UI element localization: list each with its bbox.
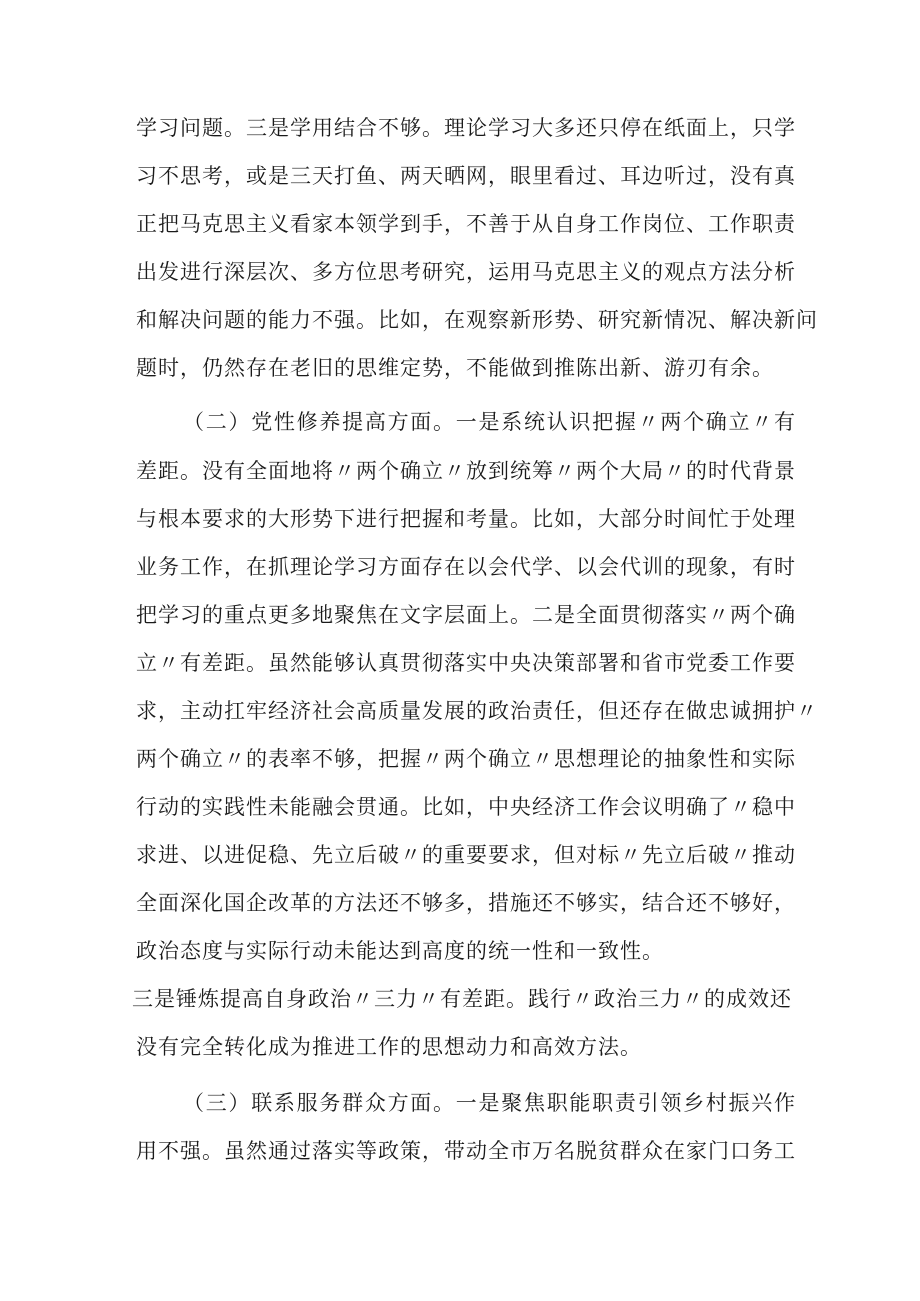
text-line-22: 用不强。虽然通过落实等政策，带动全市万名脱贫群众在家门口务工 <box>136 1139 796 1163</box>
text-line-5: 和解决问题的能力不强。比如，在观察新形势、研究新情况、解决新问 <box>136 308 818 332</box>
section-2-heading-line: （二）党性修养提高方面。一是系统认识把握〃两个确立〃有 <box>183 410 796 434</box>
section-3-heading-line: （三）联系服务群众方面。一是聚焦职能职责引领乡村振兴作 <box>183 1091 796 1115</box>
text-line-10: 业务工作，在抓理论学习方面存在以会代学、以会代训的现象，有时 <box>136 555 796 579</box>
text-line-14: 两个确立〃的表率不够，把握〃两个确立〃思想理论的抽象性和实际 <box>136 747 796 771</box>
text-line-19: 三是锤炼提高自身政治〃三力〃有差距。践行〃政治三力〃的成效还 <box>132 987 792 1011</box>
text-line-15: 行动的实践性未能融会贯通。比如，中央经济工作会议明确了〃稳中 <box>136 795 796 819</box>
text-line-8: 差距。没有全面地将〃两个确立〃放到统筹〃两个大局〃的时代背景 <box>136 459 796 483</box>
text-line-11: 把学习的重点更多地聚焦在文字层面上。二是全面贯彻落实〃两个确 <box>136 603 796 627</box>
text-line-17: 全面深化国企改革的方法还不够多，措施还不够实，结合还不够好， <box>136 891 796 915</box>
text-line-1: 学习问题。三是学用结合不够。理论学习大多还只停在纸面上，只学 <box>136 116 796 140</box>
text-line-20: 没有完全转化成为推进工作的思想动力和高效方法。 <box>136 1035 642 1059</box>
text-line-9: 与根本要求的大形势下进行把握和考量。比如，大部分时间忙于处理 <box>136 507 796 531</box>
text-line-2: 习不思考，或是三天打鱼、两天晒网，眼里看过、耳边听过，没有真 <box>136 164 796 188</box>
text-line-13: 求，主动扛牢经济社会高质量发展的政治责任，但还存在做忠诚拥护〃 <box>136 699 818 723</box>
text-line-18: 政治态度与实际行动未能达到高度的统一性和一致性。 <box>136 939 664 963</box>
text-line-16: 求进、以进促稳、先立后破〃的重要要求，但对标〃先立后破〃推动 <box>136 843 796 867</box>
text-line-3: 正把马克思主义看家本领学到手，不善于从自身工作岗位、工作职责 <box>136 212 796 236</box>
text-line-4: 出发进行深层次、多方位思考研究，运用马克思主义的观点方法分析 <box>136 260 796 284</box>
text-line-12: 立〃有差距。虽然能够认真贯彻落实中央决策部署和省市党委工作要 <box>136 651 796 675</box>
text-line-6: 题时，仍然存在老旧的思维定势，不能做到推陈出新、游刃有余。 <box>136 356 774 380</box>
